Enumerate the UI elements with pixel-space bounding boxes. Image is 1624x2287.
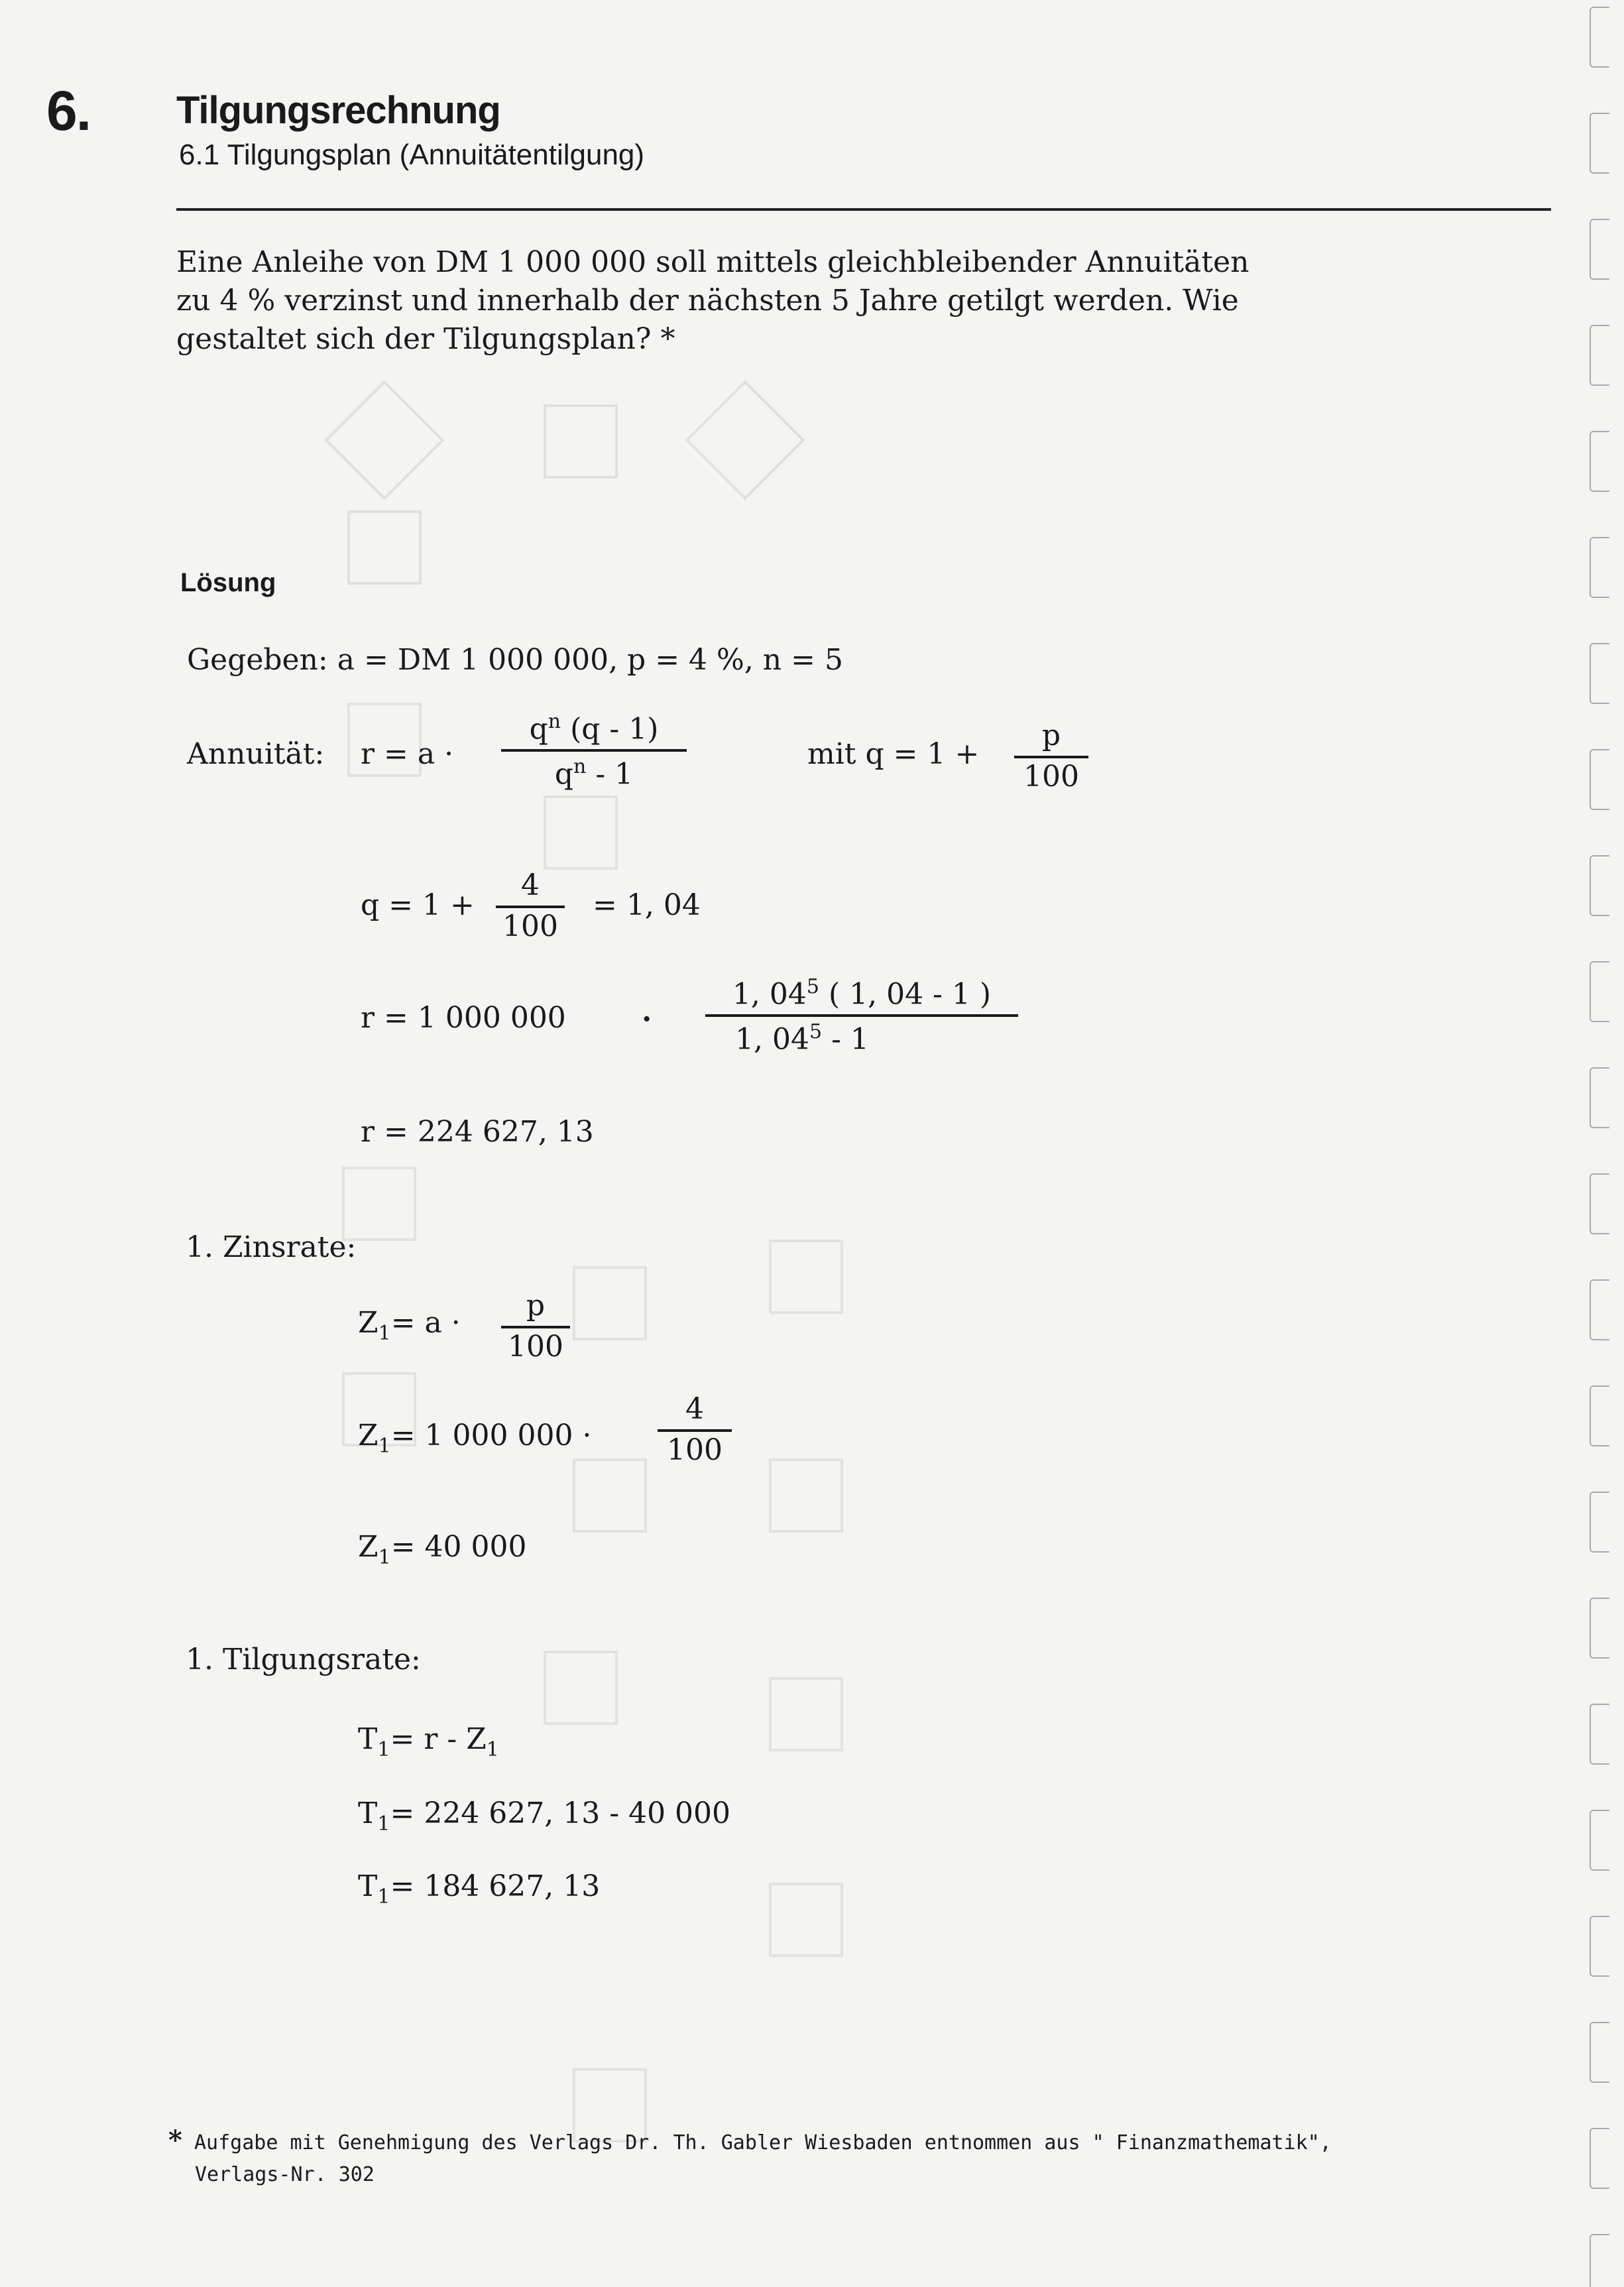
z1-subscript: 1 [486, 1737, 499, 1761]
problem-line: Eine Anleihe von DM 1 000 000 soll mittels gleichbleibender Annuitäten [176, 247, 1249, 280]
r-lhs: r = 1 000 000 [361, 1002, 566, 1035]
fraction-bar [496, 906, 565, 908]
z1-symbol: Z [358, 1531, 378, 1564]
r-den-base: 1, 04 [735, 1024, 809, 1057]
r-num-base: 1, 04 [732, 978, 807, 1012]
chapter-title: Tilgungsrechnung [176, 90, 500, 133]
q-result: = 1, 04 [593, 890, 701, 923]
given-values: Gegeben: a = DM 1 000 000, p = 4 %, n = 5 [187, 644, 843, 677]
mit-q-numerator: p [1041, 720, 1061, 753]
footnote [168, 2124, 1332, 2190]
t1-values-rhs: = 224 627, 13 - 40 000 [390, 1798, 731, 1831]
r-fraction [705, 974, 1018, 1057]
annuity-den-exponent: n [573, 754, 587, 778]
r-num-exponent: 5 [806, 974, 819, 998]
annuity-num-exponent: n [548, 709, 561, 733]
z1-formula-denominator: 100 [508, 1330, 563, 1364]
fraction-bar [658, 1429, 732, 1431]
interest-heading: 1. Zinsrate: [186, 1232, 357, 1265]
t1-symbol: T [358, 1871, 378, 1904]
annuity-den-base: q [554, 758, 573, 792]
q-numerator: 4 [521, 870, 540, 903]
r-result: r = 224 627, 13 [361, 1116, 594, 1149]
annuity-num-base: q [529, 713, 548, 747]
fraction-bar [501, 1326, 570, 1328]
t1-symbol: T [358, 1724, 378, 1757]
footnote-line: Aufgabe mit Genehmigung des Verlags Dr. Th. Gabler Wiesbaden entnommen aus " Finanzmathematik", [194, 2131, 1332, 2154]
z1-subscript: 1 [378, 1320, 391, 1345]
z1-subscript: 1 [378, 1545, 391, 1569]
t1-symbol: T [358, 1798, 378, 1831]
annuity-label: Annuität: [187, 738, 325, 772]
fraction-bar [501, 750, 687, 752]
annuity-den-tail: - 1 [586, 758, 634, 792]
q-lhs: q = 1 + [361, 890, 475, 923]
z1-values-row [358, 1420, 591, 1458]
fraction-bar [1014, 756, 1088, 758]
mit-q-denominator: 100 [1023, 760, 1079, 793]
z1-formula-numerator: p [526, 1290, 546, 1323]
t1-formula-rhs: = r - Z [390, 1724, 487, 1757]
z1-values-numerator: 4 [685, 1393, 704, 1427]
multiply-dot: · [642, 1002, 652, 1037]
chapter-number: 6. [46, 80, 91, 142]
z1-formula-rhs: = a · [390, 1307, 461, 1340]
problem-statement [176, 244, 1409, 359]
t1-subscript: 1 [377, 1737, 390, 1761]
z1-formula-row [358, 1307, 461, 1345]
q-denominator: 100 [502, 910, 558, 943]
t1-formula-row [358, 1724, 499, 1761]
z1-formula-fraction [501, 1290, 570, 1364]
problem-line: zu 4 % verzinst und innerhalb der nächsten 5 Jahre getilgt werden. Wie [176, 285, 1239, 318]
repayment-heading: 1. Tilgungsrate: [186, 1644, 421, 1677]
footnote-line: Verlags-Nr. 302 [195, 2162, 375, 2186]
annuity-lhs: r = a · [361, 738, 454, 772]
header-divider [176, 208, 1551, 211]
t1-subscript: 1 [377, 1811, 390, 1836]
asterisk-icon: * [168, 2124, 182, 2156]
t1-subscript: 1 [377, 1884, 390, 1908]
z1-result: = 40 000 [390, 1531, 527, 1564]
mit-q-fraction [1014, 720, 1088, 793]
z1-result-row [358, 1531, 527, 1569]
z1-values-denominator: 100 [667, 1434, 723, 1467]
z1-subscript: 1 [378, 1433, 391, 1458]
t1-result: = 184 627, 13 [390, 1871, 601, 1904]
r-num-tail: ( 1, 04 - 1 ) [819, 978, 992, 1012]
t1-values-row [358, 1798, 730, 1836]
annuity-num-tail: (q - 1) [561, 713, 659, 747]
solution-heading: Lösung [180, 569, 276, 598]
z1-values-fraction [658, 1393, 732, 1467]
r-den-tail: - 1 [822, 1024, 869, 1057]
z1-symbol: Z [358, 1420, 378, 1453]
z1-symbol: Z [358, 1307, 378, 1340]
t1-result-row [358, 1871, 600, 1908]
annuity-fraction [501, 709, 687, 792]
fraction-bar [705, 1015, 1018, 1017]
q-fraction [496, 870, 565, 943]
mit-q-lhs: mit q = 1 + [807, 738, 980, 772]
z1-values-rhs: = 1 000 000 · [390, 1420, 592, 1453]
r-den-exponent: 5 [809, 1019, 823, 1043]
section-title: 6.1 Tilgungsplan (Annuitätentilgung) [179, 138, 645, 171]
problem-line: gestaltet sich der Tilgungsplan? * [176, 323, 675, 357]
